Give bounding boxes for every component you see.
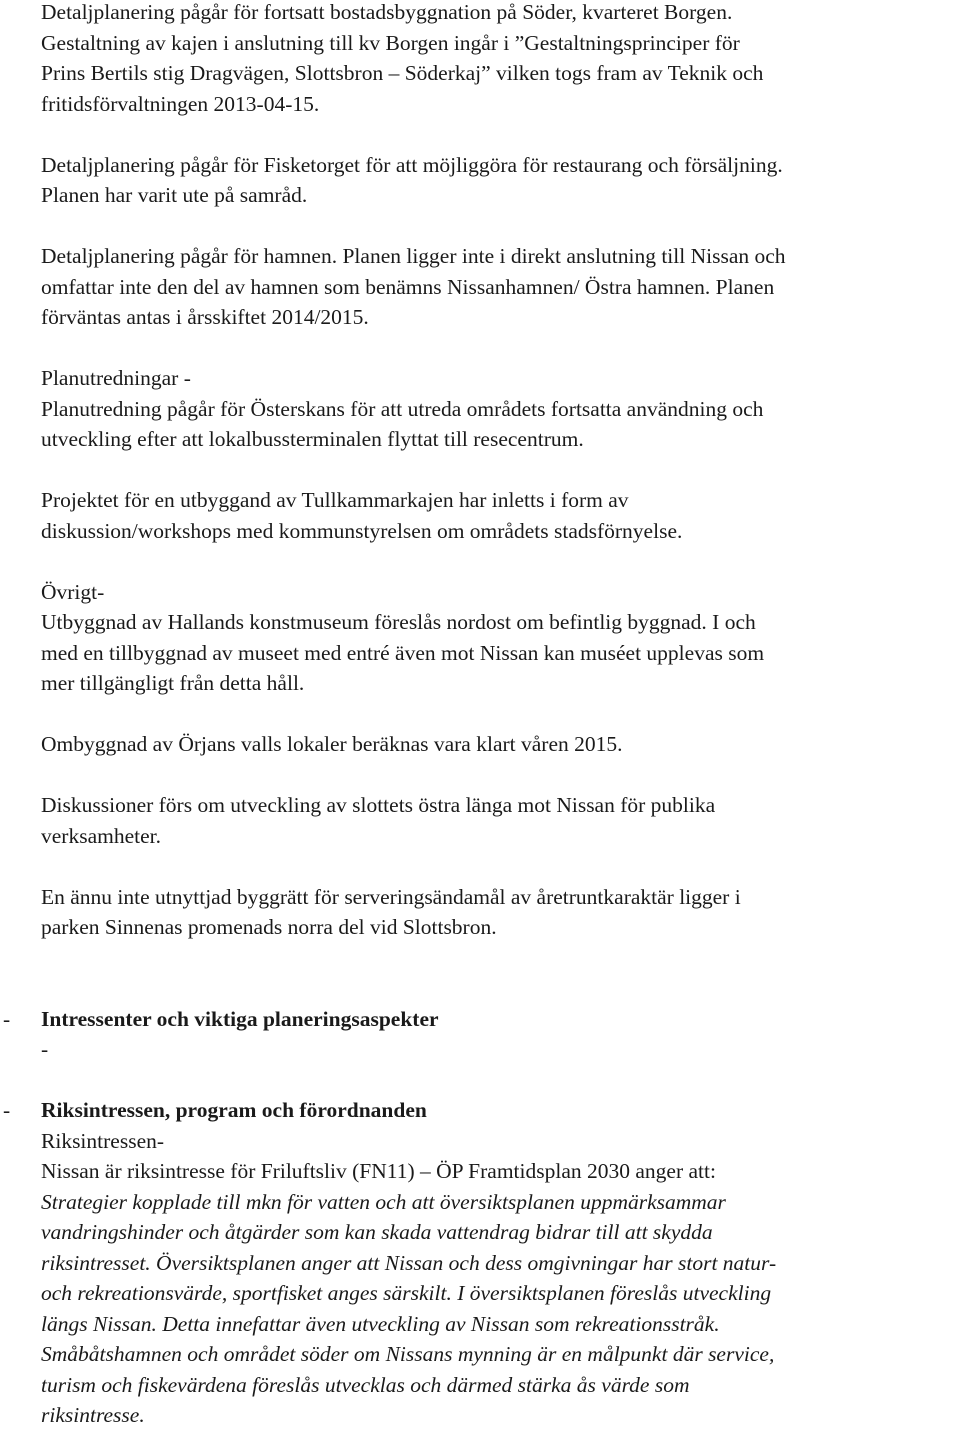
paragraph-ovrigt [41, 577, 953, 699]
paragraph-planutredningar [41, 363, 953, 455]
text-line: Planen har varit ute på samråd. [41, 183, 308, 207]
quote-line: längs Nissan. Detta innefattar även utveckling av Nissan som rekreationsstråk. [41, 1311, 720, 1336]
text-line: Detaljplanering pågår för hamnen. Planen ligger inte i direkt anslutning till Nissan och [41, 244, 786, 268]
text-line: Övrigt- [41, 579, 105, 604]
quote-line: turism och fiskevärdena föreslås utvecklas och därmed stärka ås värde som [41, 1372, 690, 1397]
text-line: Planutredningar - [41, 366, 191, 390]
text-line: förväntas antas i årsskiftet 2014/2015. [41, 305, 369, 329]
text-line: Detaljplanering pågår för fortsatt bostadsbyggnation på Söder, kvarteret Borgen. [41, 0, 733, 24]
text-line: Detaljplanering pågår för Fisketorget för att möjliggöra för restaurang och försäljning. [41, 152, 783, 177]
paragraph-slottet [41, 790, 953, 851]
text-line: verksamheter. [41, 823, 161, 848]
list-dash: - [3, 1098, 11, 1122]
quote-line: Strategier kopplade till mkn för vatten och att översiktsplanen uppmärksammar [41, 1189, 726, 1214]
list-dash: - [41, 1037, 49, 1061]
text-line: mer tillgängligt från detta håll. [41, 671, 305, 695]
section-heading-row [3, 1095, 953, 1126]
section-heading: Riksintressen, program och förordnanden [41, 1098, 427, 1122]
text-line: diskussion/workshops med kommunstyrelsen om områdets stadsförnyelse. [41, 518, 683, 543]
text-line: Utbyggnad av Hallands konstmuseum föreslås nordost om befintlig byggnad. I och [41, 610, 756, 634]
text-line: omfattar inte den del av hamnen som benämns Nissanhamnen/ Östra hamnen. Planen [41, 274, 775, 299]
paragraph-borgen [41, 0, 953, 119]
paragraph-tullkammarkajen [41, 485, 953, 546]
paragraph-hamnen [41, 241, 953, 333]
text-line: utveckling efter att lokalbussterminalen flyttat till resecentrum. [41, 427, 584, 451]
text-line: Projektet för en utbyggand av Tullkammarkajen har inletts i form av [41, 488, 629, 512]
text-line: Diskussioner förs om utveckling av slottets östra länga mot Nissan för publika [41, 793, 716, 817]
paragraph-fisketorget [41, 150, 953, 211]
list-dash: - [3, 1006, 11, 1031]
text-line: En ännu inte utnyttjad byggrätt för serveringsändamål av åretruntkaraktär ligger i [41, 884, 741, 909]
paragraph-orjans-vall [41, 729, 953, 760]
section-heading: Intressenter och viktiga planeringsaspekter [41, 1006, 439, 1031]
quote-line: riksintresset. Översiktsplanen anger att Nissan och dess omgivningar har stort natur- [41, 1250, 777, 1275]
text-line: med en tillbyggnad av museet med entré även mot Nissan kan muséet upplevas som [41, 640, 765, 665]
section-heading-row [3, 1004, 953, 1035]
quote-line: vandringshinder och åtgärder som kan skada vattendrag bidrar till att skydda [41, 1220, 713, 1244]
quote-line: riksintresse. [41, 1403, 145, 1427]
text-line: fritidsförvaltningen 2013-04-15. [41, 91, 320, 116]
sub-dash-row [41, 1034, 953, 1065]
paragraph-byggratt [41, 882, 953, 943]
text-line: Nissan är riksintresse för Friluftsliv (FN11) – ÖP Framtidsplan 2030 anger att: [41, 1159, 716, 1183]
quote-line: Småbåtshamnen och området söder om Nissans mynning är en målpunkt där service, [41, 1342, 775, 1366]
subsection-label: Riksintressen- [41, 1128, 165, 1153]
text-line: Gestaltning av kajen i anslutning till kv Borgen ingår i ”Gestaltningsprinciper för [41, 30, 740, 55]
quote-line: och rekreationsvärde, sportfisket anges särskilt. I översiktsplanen föreslås utveckling [41, 1281, 772, 1305]
text-line: Ombyggnad av Örjans valls lokaler beräknas vara klart våren 2015. [41, 732, 623, 756]
text-line: Planutredning pågår för Österskans för att utreda områdets fortsatta användning och [41, 396, 764, 421]
document-page [3, 0, 953, 1431]
section-intressenter [3, 1004, 953, 1065]
text-line: parken Sinnenas promenads norra del vid Slottsbron. [41, 915, 497, 939]
section-riksintressen [3, 1095, 953, 1431]
text-line: Prins Bertils stig Dragvägen, Slottsbron – Söderkaj” vilken togs fram av Teknik och [41, 61, 764, 85]
